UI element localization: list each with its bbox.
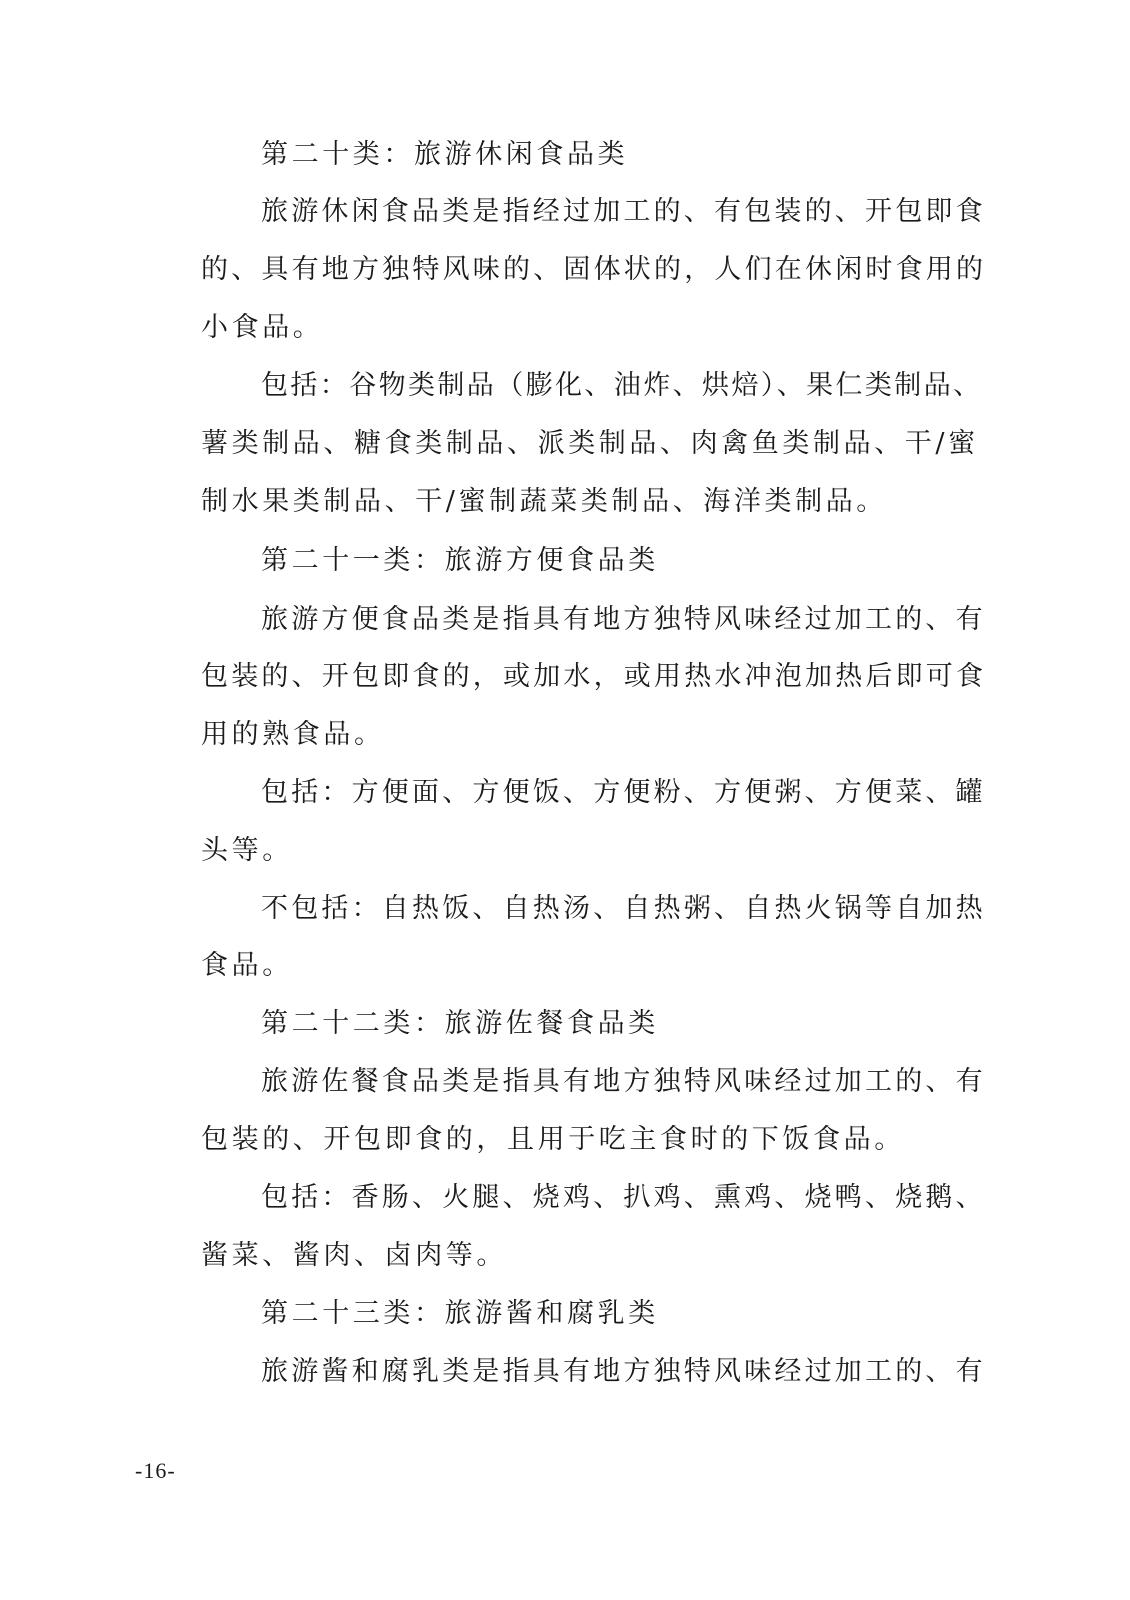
- paragraph-line: 旅游佐餐食品类是指具有地方独特风味经过加工的、有: [261, 1066, 986, 1097]
- paragraph-line: 薯类制品、糖食类制品、派类制品、肉禽鱼类制品、干/蜜: [201, 428, 979, 459]
- paragraph-line: 旅游酱和腐乳类是指具有地方独特风味经过加工的、有: [261, 1356, 986, 1387]
- paragraph-line: 制水果类制品、干/蜜制蔬菜类制品、海洋类制品。: [201, 486, 887, 517]
- section-heading-22: 第二十二类：旅游佐餐食品类: [261, 1008, 659, 1039]
- paragraph-line: 头等。: [201, 835, 293, 866]
- paragraph-line: 不包括：自热饭、自热汤、自热粥、自热火锅等自加热: [261, 893, 986, 924]
- paragraph-line: 包括：方便面、方便饭、方便粉、方便粥、方便菜、罐: [261, 777, 986, 808]
- paragraph-line: 酱菜、酱肉、卤肉等。: [201, 1240, 507, 1271]
- paragraph-line: 旅游休闲食品类是指经过加工的、有包装的、开包即食: [261, 196, 986, 227]
- paragraph-line: 包装的、开包即食的，或加水，或用热水冲泡加热后即可食: [201, 661, 987, 692]
- paragraph-line: 的、具有地方独特风味的、固体状的，人们在休闲时食用的: [201, 254, 987, 285]
- paragraph-line: 包括：香肠、火腿、烧鸡、扒鸡、熏鸡、烧鸭、烧鹅、: [261, 1182, 986, 1213]
- paragraph-line: 包装的、开包即食的，且用于吃主食时的下饭食品。: [201, 1124, 905, 1155]
- paragraph-line: 用的熟食品。: [201, 719, 385, 750]
- section-heading-21: 第二十一类：旅游方便食品类: [261, 545, 659, 576]
- paragraph-line: 旅游方便食品类是指具有地方独特风味经过加工的、有: [261, 604, 986, 635]
- section-heading-20: 第二十类：旅游休闲食品类: [261, 139, 629, 170]
- paragraph-line: 食品。: [201, 950, 293, 981]
- paragraph-line: 包括：谷物类制品（膨化、油炸、烘焙）、果仁类制品、: [261, 370, 983, 401]
- paragraph-line: 小食品。: [201, 312, 324, 343]
- section-heading-23: 第二十三类：旅游酱和腐乳类: [261, 1298, 659, 1329]
- page-number: -16-: [135, 1458, 176, 1483]
